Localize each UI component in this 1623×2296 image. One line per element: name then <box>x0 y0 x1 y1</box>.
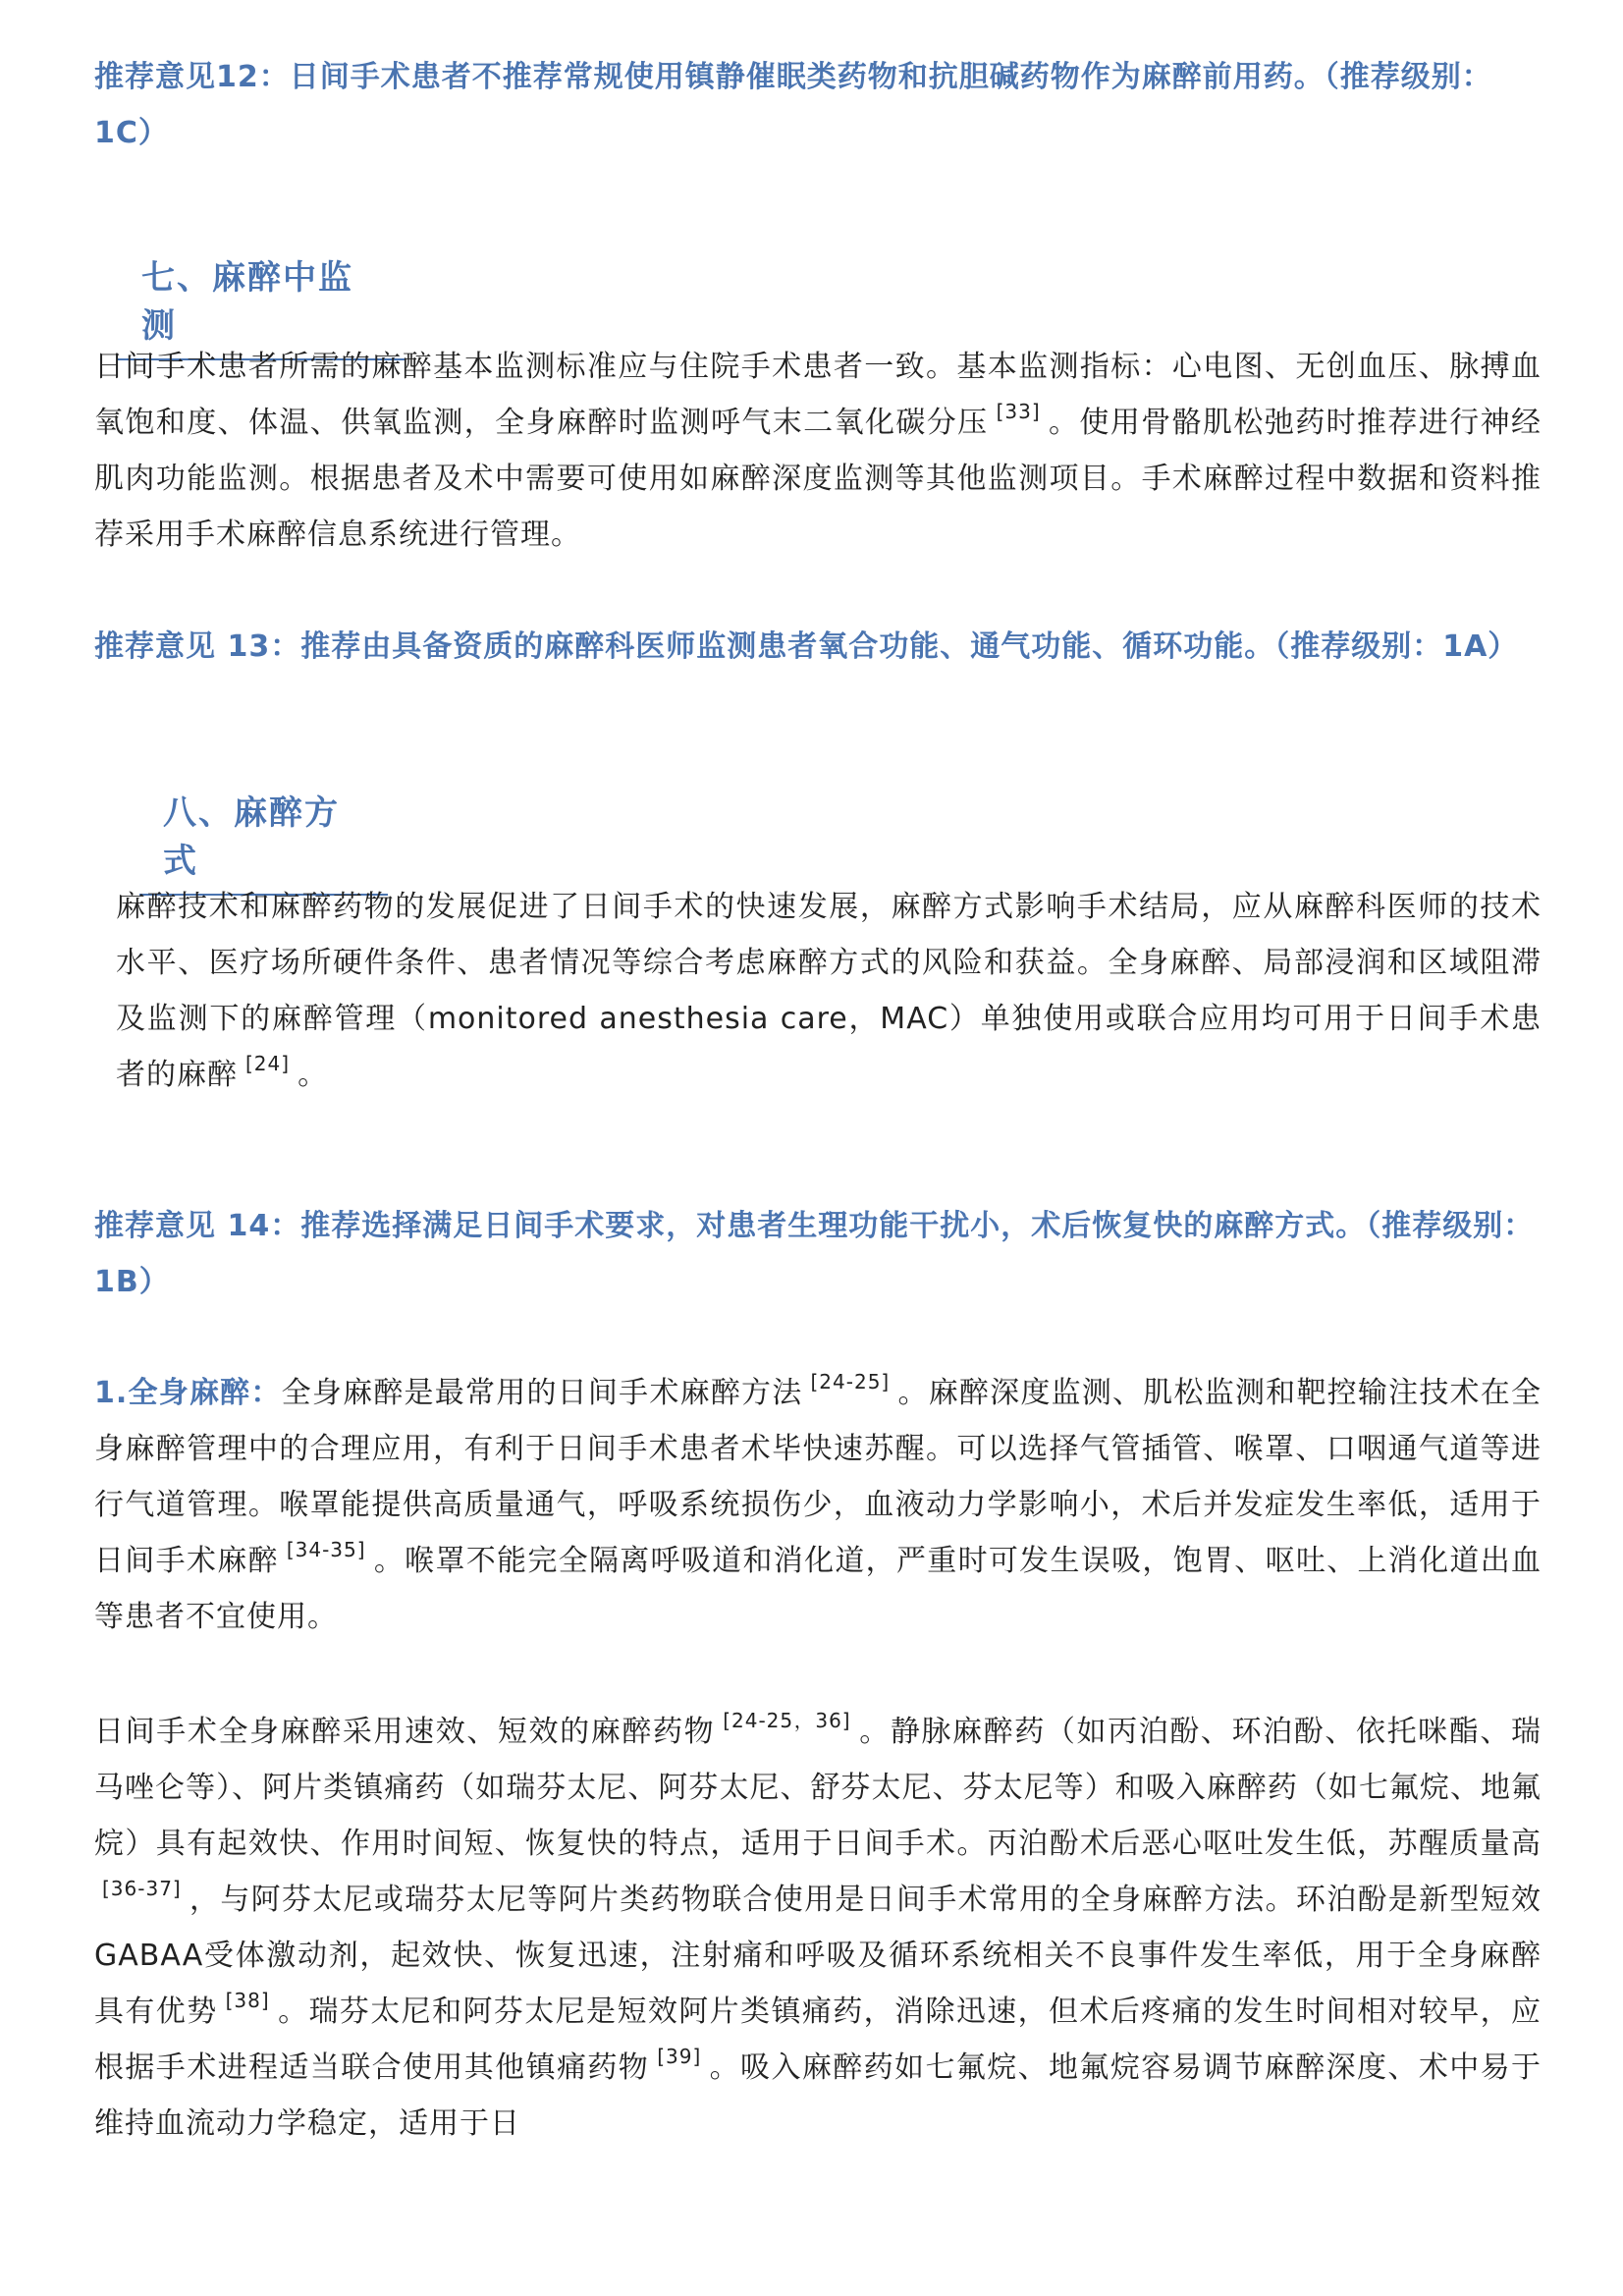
paragraph-text: 。 <box>298 1058 329 1092</box>
section-heading-monitoring: 七、麻醉中监测 <box>118 250 406 360</box>
paragraph-text: ，与阿芬太尼或瑞芬太尼等阿片类药物联合使用是日间手术常用的全身麻醉方法。环泊酚是新型短效 GABAA受体激动剂，起效快、恢复迅速，注射痛和呼吸及循环系统相关不良事件发生率低，用于全身麻醉具有优势 <box>94 1883 1542 2029</box>
citation: [24] <box>245 1052 291 1075</box>
paragraph-text: 。麻醉深度监测、肌松监测和靶控输注技术在全身麻醉管理中的合理应用，有利于日间手术患者术毕快速苏醒。可以选择气管插管、喉罩、口咽通气道等进行气道管理。喉罩能提供高质量通气，呼吸系统损伤少，血液动力学影响小，术后并发症发生率低，适用于日间手术麻醉 <box>94 1376 1542 1578</box>
paragraph-anesthetic-drugs <box>94 1704 1542 2152</box>
paragraph-text: 。静脉麻醉药（如丙泊酚、环泊酚、依托咪酯、瑞马唑仑等）、阿片类镇痛药（如瑞芬太尼、阿芬太尼、舒芬太尼、芬太尼等）和吸入麻醉药（如七氟烷、地氟烷）具有起效快、作用时间短、恢复快的特点，适用于日间手术。丙泊酚术后恶心呕吐发生低，苏醒质量高 <box>94 1715 1542 1861</box>
citation: [38] <box>225 1989 270 2012</box>
paragraph-text: 。瑞芬太尼和阿芬太尼是短效阿片类镇痛药，消除迅速，但术后疼痛的发生时间相对较早，应根据手术进程适当联合使用其他镇痛药物 <box>94 1995 1542 2085</box>
citation: [34-35] <box>286 1538 366 1561</box>
paragraph-monitoring <box>94 339 1542 563</box>
section-heading-anesthesia-methods: 八、麻醉方式 <box>139 786 388 896</box>
paragraph-text: 。吸入麻醉药如七氟烷、地氟烷容易调节麻醉深度、术中易于维持血流动力学稳定，适用于日 <box>94 2050 1542 2141</box>
paragraph-text: 全身麻醉是最常用的日间手术麻醉方法 <box>281 1376 803 1410</box>
paragraph-general-anesthesia <box>94 1365 1542 1645</box>
paragraph-text: 。使用骨骼肌松弛药时推荐进行神经肌肉功能监测。根据患者及术中需要可使用如麻醉深度监测等其他监测项目。手术麻醉过程中数据和资料推荐采用手术麻醉信息系统进行管理。 <box>94 406 1542 552</box>
paragraph-text: 日间手术全身麻醉采用速效、短效的麻醉药物 <box>94 1715 716 1749</box>
citation: [24-25，36] <box>723 1709 851 1732</box>
citation: [24-25] <box>810 1370 891 1394</box>
citation: [39] <box>657 2045 702 2068</box>
paragraph-lead: 1.全身麻醉： <box>94 1376 282 1410</box>
paragraph-anesthesia-methods <box>116 879 1542 1103</box>
citation: [36-37] <box>102 1877 182 1900</box>
paragraph-text: 麻醉技术和麻醉药物的发展促进了日间手术的快速发展，麻醉方式影响手术结局，应从麻醉科医师的技术水平、医疗场所硬件条件、患者情况等综合考虑麻醉方式的风险和获益。全身麻醉、局部浸润和区域阻滞及监测下的麻醉管理（monitored anesthesia care，MAC）单独使用或联合应用均可用于日间手术患者的麻醉 <box>116 890 1542 1092</box>
recommendation-14: 推荐意见 14：推荐选择满足日间手术要求，对患者生理功能干扰小，术后恢复快的麻醉方式。（推荐级别：1B） <box>94 1209 1535 1299</box>
paragraph-text: 日间手术患者所需的麻醉基本监测标准应与住院手术患者一致。基本监测指标：心电图、无创血压、脉搏血氧饱和度、体温、供氧监测，全身麻醉时监测呼气末二氧化碳分压 <box>94 350 1542 440</box>
citation: [33] <box>996 400 1041 423</box>
recommendation-12: 推荐意见12：日间手术患者不推荐常规使用镇静催眠类药物和抗胆碱药物作为麻醉前用药。（推荐级别：1C） <box>94 60 1492 150</box>
paragraph-text: 。喉罩不能完全隔离呼吸道和消化道，严重时可发生误吸，饱胃、呕吐、上消化道出血等患者不宜使用。 <box>94 1544 1542 1634</box>
recommendation-13: 推荐意见 13：推荐由具备资质的麻醉科医师监测患者氧合功能、通气功能、循环功能。（推荐级别：1A） <box>94 629 1519 664</box>
